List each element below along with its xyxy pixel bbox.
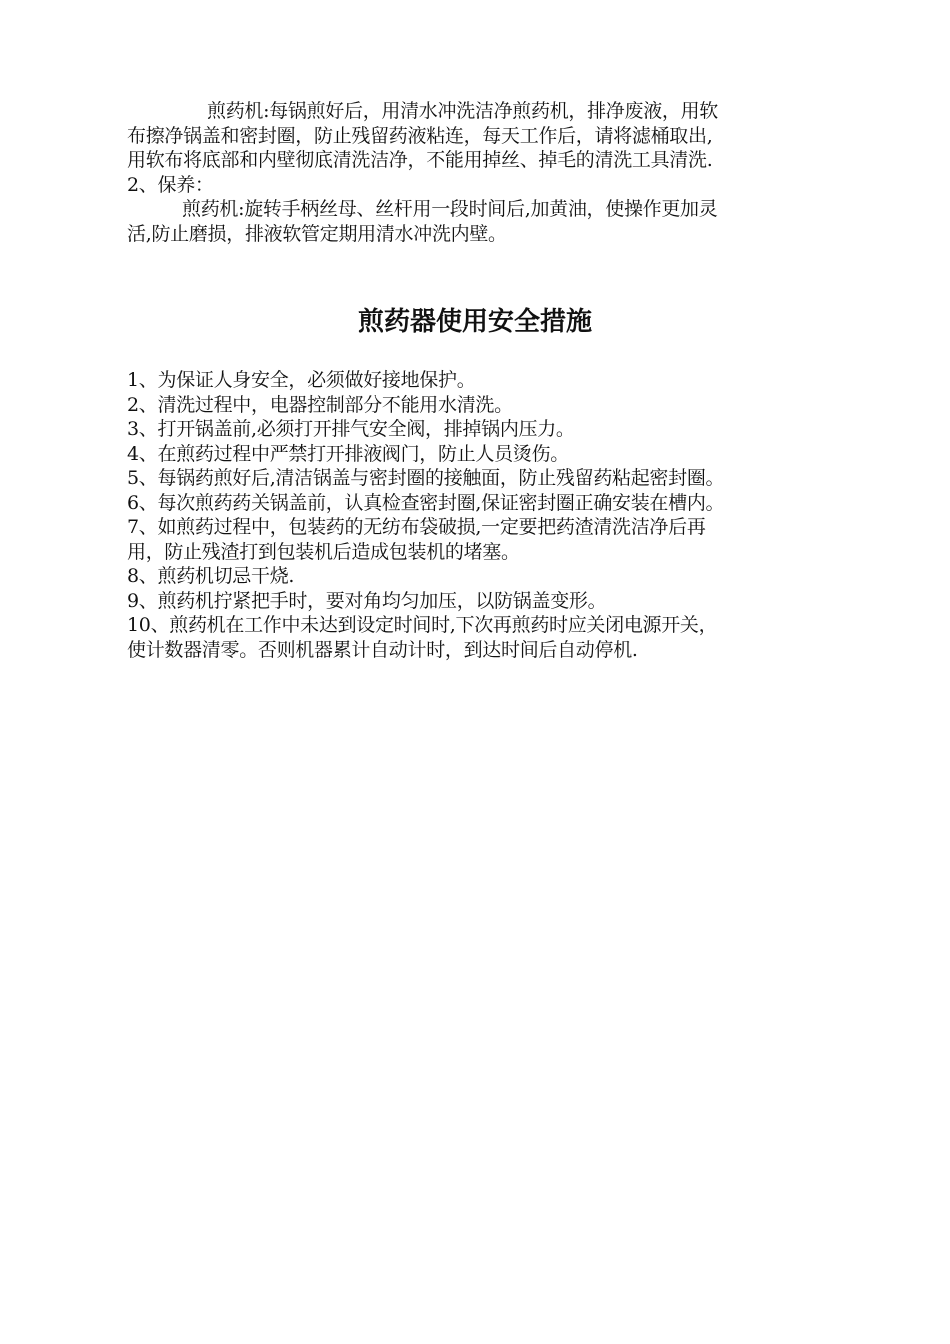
- safety-item-continuation: 使计数器清零。否则机器累计自动计时，到达时间后自动停机.: [127, 638, 638, 661]
- maintenance-section: [127, 99, 839, 246]
- safety-item: 9、煎药机拧紧把手时，要对角均匀加压，以防锅盖变形。: [127, 589, 607, 612]
- section-heading-upkeep: 2、保养：: [127, 173, 214, 196]
- safety-item: 3、打开锅盖前,必须打开排气安全阀，排掉锅内压力。: [127, 418, 575, 440]
- safety-item: 8、煎药机切忌干烧.: [127, 565, 295, 587]
- safety-item: 10、煎药机在工作中未达到设定时间时,下次再煎药时应关闭电源开关，: [127, 614, 718, 636]
- cleaning-line: 用软布将底部和内壁彻底清洗洁净，不能用掉丝、掉毛的清洗工具清洗.: [127, 149, 713, 171]
- cleaning-line: 煎药机:每锅煎好后，用清水冲洗洁净煎药机，排净废液，用软: [207, 100, 719, 122]
- safety-title: 煎药器使用安全措施: [357, 307, 592, 337]
- safety-item: 7、如煎药过程中，包装药的无纺布袋破损,一定要把药渣清洗洁净后再: [127, 516, 706, 538]
- safety-item: 5、每锅药煎好后,清洁锅盖与密封圈的接触面，防止残留药粘起密封圈。: [127, 467, 725, 489]
- safety-item: 2、清洗过程中，电器控制部分不能用水清洗。: [127, 393, 513, 416]
- cleaning-line: 布擦净锅盖和密封圈，防止残留药液粘连，每天工作后，请将滤桶取出,: [127, 124, 713, 147]
- safety-item-continuation: 用，防止残渣打到包装机后造成包装机的堵塞。: [127, 540, 520, 563]
- safety-item: 4、在煎药过程中严禁打开排液阀门，防止人员烫伤。: [127, 442, 569, 465]
- safety-list: [127, 368, 839, 662]
- safety-item: 1、为保证人身安全，必须做好接地保护。: [127, 369, 476, 391]
- upkeep-line: 活,防止磨损，排液软管定期用清水冲洗内壁。: [127, 222, 507, 245]
- upkeep-line: 煎药机:旋转手柄丝母、丝杆用一段时间后,加黄油，使操作更加灵: [182, 198, 718, 220]
- safety-item: 6、每次煎药药关锅盖前，认真检查密封圈,保证密封圈正确安装在槽内。: [127, 491, 725, 514]
